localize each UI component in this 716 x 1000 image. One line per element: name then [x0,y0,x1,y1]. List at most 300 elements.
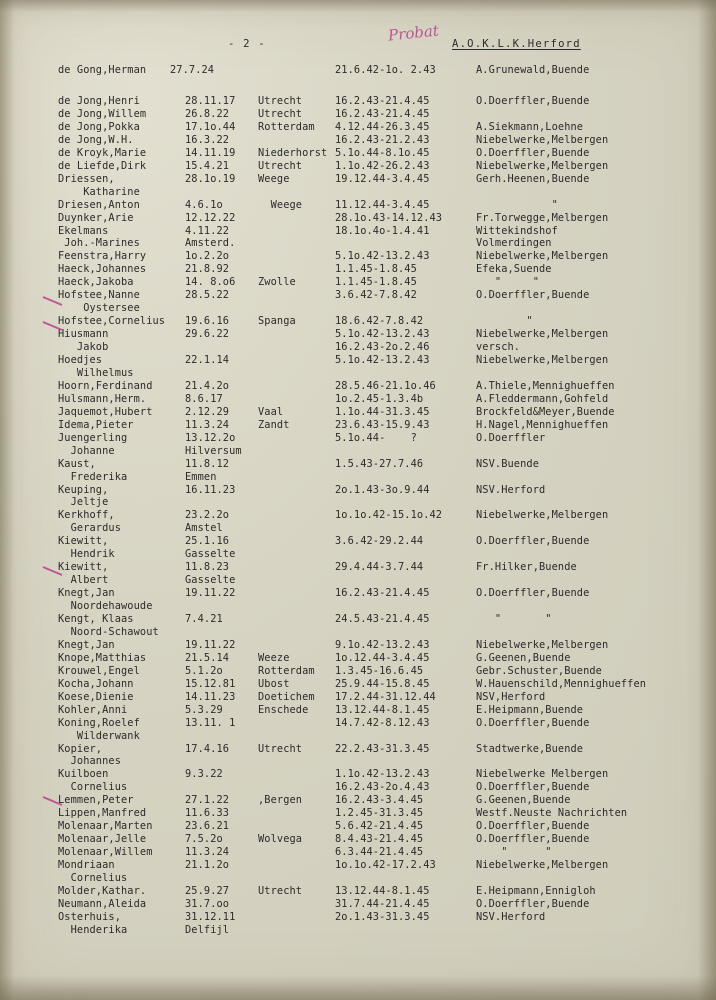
row-dates: 3.6.42-7.8.42 [335,289,417,302]
row-name: Molenaar,Jelle [58,833,147,846]
row-name: Hendrik [58,548,115,561]
row-dates: 1.2.45-31.3.45 [335,807,424,820]
row-birth: 4.6.1o [185,198,223,211]
row-dates: 1o.1o.42-17.2.43 [335,859,436,872]
row-birth: 21.8.92 [185,263,230,276]
row-name: Driessen, [58,172,115,185]
table-row [0,652,716,665]
row-dates: 16.2.43-3.4.45 [335,794,424,807]
row-name: Oystersee [58,302,140,315]
row-dates: 6.3.44-21.4.45 [335,846,424,859]
row-firm: O.Doerffler,Buende [476,289,590,302]
row-name: Frederika [58,470,128,483]
row-firm: A.Grunewald,Buende [476,64,590,76]
row-firm: H.Nagel,Mennighueffen [476,418,609,431]
row-place: Rotterdam [258,664,315,677]
table-row [0,807,716,820]
row-name: Driesen,Anton [58,198,140,211]
row-dates: 14.7.42-8.12.43 [335,716,430,729]
table-row [0,147,716,160]
row-name: Lemmen,Peter [58,794,134,807]
row-name: Jaquemot,Hubert [58,405,153,418]
row-name: Kohler,Anni [58,703,128,716]
row-name: Molder,Kathar. [58,884,147,897]
table-row [0,302,716,315]
table-row [0,755,716,768]
row-birth: 26.8.22 [185,107,230,120]
pencil-tick-icon [42,795,64,807]
table-row [0,263,716,276]
table-row [0,626,716,639]
row-name: Osterhuis, [58,910,121,923]
row-dates: 18.6.42-7.8.42 [335,315,424,328]
row-name: Katharine [58,185,140,198]
row-birth: 28.1o.19 [185,172,236,185]
row-name: de Jong,W.H. [58,133,134,146]
table-row [0,199,716,212]
row-place: ,Bergen [258,794,303,807]
row-dates: 17.2.44-31.12.44 [335,690,436,703]
row-name: Koning,Roelef [58,716,140,729]
row-birth: 16.3.22 [185,133,230,146]
row-name: Molenaar,Willem [58,846,153,859]
row-birth: 14. 8.o6 [185,276,236,289]
table-row [0,743,716,756]
row-birth: Emmen [185,470,217,483]
row-firm: A.Siekmann,Loehne [476,120,584,133]
row-firm: A.Fleddermann,Gohfeld [476,392,609,405]
row-firm: " [476,315,533,328]
row-firm: Fr.Torwegge,Melbergen [476,211,609,224]
row-firm: NSV.Herford [476,483,546,496]
row-firm: O.Doerffler,Buende [476,833,590,846]
row-dates: 1.1.45-1.8.45 [335,276,417,289]
row-place: Doetichem [258,690,315,703]
row-firm: Fr.Hilker,Buende [476,561,577,574]
row-dates: 1.1.45-1.8.45 [335,263,417,276]
row-firm: Niebelwerke Melbergen [476,768,609,781]
table-row [0,121,716,134]
row-name: Kerkhoff, [58,509,115,522]
row-dates: 1.1o.42-13.2.43 [335,768,430,781]
table-row [0,833,716,846]
table-row [0,820,716,833]
row-dates: 1.1o.44-31.3.45 [335,405,430,418]
row-firm: Gebr.Schuster,Buende [476,664,602,677]
table-row [0,289,716,302]
row-name: Johanne [58,444,115,457]
row-dates: 5.1o.42-13.2.43 [335,250,430,263]
row-name: de Kroyk,Marie [58,146,147,159]
row-firm: E.Heipmann,Buende [476,703,584,716]
row-firm: Brockfeld&Meyer,Buende [476,405,615,418]
row-firm: NSV,Herford [476,690,546,703]
row-firm: G.Geenen,Buende [476,794,571,807]
table-row [0,134,716,147]
row-name: de Jong,Henri [58,95,140,107]
row-name: Knegt,Jan [58,638,115,651]
row-firm: O.Doerffler,Buende [476,781,590,794]
row-birth: Delfijl [185,923,230,936]
row-name: Molenaar,Marten [58,820,153,833]
row-birth: 5.1.2o [185,664,223,677]
row-birth: 4.11.22 [185,224,230,237]
row-firm: Efeka,Suende [476,263,552,276]
table-row [0,160,716,173]
row-birth: Amsterd. [185,237,236,250]
table-row [0,509,716,522]
row-name: Duynker,Arie [58,211,134,224]
row-name: de Gong,Herman [58,64,147,76]
pencil-tick-icon [42,320,64,332]
pencil-tick-icon [42,565,64,577]
row-firm: Niebelwerke,Melbergen [476,859,609,872]
table-row [0,250,716,263]
table-row [0,665,716,678]
table-row [0,794,716,807]
row-firm: Niebelwerke,Melbergen [476,638,609,651]
row-place: Zandt [258,418,290,431]
row-name: de Jong,Pokka [58,120,140,133]
table-row [0,898,716,911]
row-birth: 5.3.29 [185,703,223,716]
row-name: de Liefde,Dirk [58,159,147,172]
row-name: Keuping, [58,483,109,496]
row-name: Wilhelmus [58,366,134,379]
row-firm: Niebelwerke,Melbergen [476,354,609,366]
table-row [0,186,716,199]
table-row [0,484,716,497]
row-dates: 2o.1.43-3o.9.44 [335,483,430,496]
row-birth: Gasselte [185,574,236,587]
table-row [0,704,716,717]
row-dates: 16.2.43-2o.2.46 [335,341,430,354]
row-name: Lippen,Manfred [58,807,147,820]
row-name: Hulsmann,Herm. [58,392,147,405]
row-name: Kocha,Johann [58,677,134,690]
row-firm: Niebelwerke,Melbergen [476,328,609,341]
row-birth: 14.11.23 [185,690,236,703]
row-name: Cornelius [58,781,128,794]
row-birth: 7.4.21 [185,613,223,625]
table-row [0,587,716,600]
table-row [0,471,716,484]
row-birth: 9.3.22 [185,768,223,781]
row-firm: A.Thiele,Mennighueffen [476,379,615,392]
row-name: Noord-Schawout [58,625,159,638]
row-place: Utrecht [258,159,303,172]
row-birth: 19.11.22 [185,587,236,600]
row-birth: 12.12.22 [185,211,236,224]
row-dates: 22.2.43-31.3.45 [335,742,430,755]
row-name: Krouwel,Engel [58,664,140,677]
row-name: Koese,Dienie [58,690,134,703]
row-firm: O.Doerffler [476,431,546,444]
table-row [0,315,716,328]
row-birth: 19.6.16 [185,315,230,328]
table-row [0,691,716,704]
table-row [0,445,716,458]
row-name: Kopier, [58,742,103,755]
page-number: - 2 - [228,38,266,50]
row-dates: 1.5.43-27.7.46 [335,457,424,470]
row-place: Ubost [258,677,290,690]
row-birth: 21.1.2o [185,859,230,872]
row-name: Kiewitt, [58,561,109,574]
row-name: Hoedjes [58,354,103,366]
row-birth: 29.6.22 [185,328,230,341]
table-row [0,781,716,794]
row-firm: O.Doerffler,Buende [476,716,590,729]
pencil-tick-icon [42,295,64,307]
row-birth: Gasselte [185,548,236,561]
row-firm: NSV.Buende [476,457,539,470]
row-name: Noordehawoude [58,600,153,613]
row-firm: " " [476,276,539,289]
row-birth: 17.1o.44 [185,120,236,133]
row-birth: 11.8.12 [185,457,230,470]
table-row [0,872,716,885]
row-firm: " " [476,846,552,859]
row-firm: E.Heipmann,Ennigloh [476,884,596,897]
row-birth: 11.6.33 [185,807,230,820]
row-name: Kengt, Klaas [58,613,134,625]
table-row [0,911,716,924]
row-place: Spanga [258,315,296,328]
row-birth: 13.11. 1 [185,716,236,729]
row-birth: 14.11.19 [185,146,236,159]
table-row [0,419,716,432]
row-firm: G.Geenen,Buende [476,651,571,664]
table-row [0,432,716,445]
row-birth: 11.3.24 [185,418,230,431]
row-name: Jakob [58,341,109,354]
table-row [0,639,716,652]
row-name: Kuilboen [58,768,109,781]
table-row [0,393,716,406]
table-row [0,367,716,380]
row-birth: 15.12.81 [185,677,236,690]
row-birth: 27.7.24 [170,64,215,76]
row-name: Johannes [58,755,121,768]
row-birth: 19.11.22 [185,638,236,651]
row-birth: 8.6.17 [185,392,223,405]
row-birth: 25.1.16 [185,535,230,548]
row-firm: Niebelwerke,Melbergen [476,509,609,522]
row-name: Ekelmans [58,224,109,237]
table-row [0,574,716,587]
row-dates: 23.6.43-15.9.43 [335,418,430,431]
table-row [0,237,716,250]
table-row [0,212,716,225]
row-birth: 1o.2.2o [185,250,230,263]
row-dates: 28.1o.43-14.12.43 [335,211,443,224]
row-birth: Hilversum [185,444,242,457]
table-row [0,64,716,77]
row-name: Neumann,Aleida [58,897,147,910]
table-row [0,496,716,509]
row-dates: 1.1o.42-26.2.43 [335,159,430,172]
row-birth: 7.5.2o [185,833,223,846]
table-row [0,600,716,613]
row-dates: 13.12.44-8.1.45 [335,884,430,897]
row-place: Wolvega [258,833,303,846]
table-row [0,561,716,574]
row-dates: 1.3.45-16.6.45 [335,664,424,677]
row-dates: 13.12.44-8.1.45 [335,703,430,716]
row-place: Utrecht [258,107,303,120]
row-dates: 3.6.42-29.2.44 [335,535,424,548]
row-place: Zwolle [258,276,296,289]
row-birth: 15.4.21 [185,159,230,172]
row-birth: 25.9.27 [185,884,230,897]
row-firm: " " [476,613,552,625]
table-row [0,354,716,367]
table-row [0,768,716,781]
row-birth: Amstel [185,522,223,535]
row-name: Hiusmann [58,328,109,341]
row-place: Weege [258,198,303,211]
row-place: Utrecht [258,95,303,107]
row-birth: 31.7.oo [185,897,230,910]
row-name: Henderika [58,923,128,936]
row-birth: 11.3.24 [185,846,230,859]
row-firm: O.Doerffler,Buende [476,820,590,833]
table-row [0,328,716,341]
row-firm: NSV.Herford [476,910,546,923]
row-place: Niederhorst [258,146,328,159]
row-birth: 28.5.22 [185,289,230,302]
row-birth: 22.1.14 [185,354,230,366]
row-dates: 9.1o.42-13.2.43 [335,638,430,651]
row-firm: Niebelwerke,Melbergen [476,250,609,263]
row-place: Utrecht [258,884,303,897]
row-firm: Westf.Neuste Nachrichten [476,807,628,820]
row-dates: 16.2.43-21.4.45 [335,95,430,107]
row-firm: O.Doerffler,Buende [476,535,590,548]
row-dates: 8.4.43-21.4.45 [335,833,424,846]
row-name: Mondriaan [58,859,115,872]
row-name: Hofstee,Nanne [58,289,140,302]
row-firm: Volmerdingen [476,237,552,250]
row-dates: 21.6.42-1o. 2.43 [335,64,436,76]
row-name: Feenstra,Harry [58,250,147,263]
row-place: Rotterdam [258,120,315,133]
table-row [0,678,716,691]
row-place: Weege [258,172,290,185]
row-birth: 16.11.23 [185,483,236,496]
table-row [0,522,716,535]
paper-edge-top [0,0,716,12]
row-dates: 16.2.43-21.2.43 [335,133,430,146]
table-row [0,380,716,393]
table-row [0,535,716,548]
table-row [0,406,716,419]
table-row [0,458,716,471]
row-name: Haeck,Jakoba [58,276,134,289]
row-dates: 1o.2.45-1.3.4b [335,392,424,405]
pencil-annotation: Probat [387,21,440,45]
row-name: Juengerling [58,431,128,444]
row-name: Wilderwank [58,729,140,742]
row-name: Kiewitt, [58,535,109,548]
table-row [0,341,716,354]
row-birth: 17.4.16 [185,742,230,755]
row-name: Joh.-Marines [58,237,140,250]
header-archive-code: A.O.K.L.K.Herford [452,38,581,50]
row-name: Hofstee,Cornelius [58,315,166,328]
table-row [0,276,716,289]
row-birth: 31.12.11 [185,910,236,923]
row-firm: Gerh.Heenen,Buende [476,172,590,185]
row-firm: " [476,198,558,211]
row-dates: 19.12.44-3.4.45 [335,172,430,185]
row-place: Vaal [258,405,284,418]
row-firm: Wittekindshof [476,224,558,237]
row-birth: 23.6.21 [185,820,230,833]
row-firm: Niebelwerke,Melbergen [476,159,609,172]
row-birth: 27.1.22 [185,794,230,807]
row-dates: 24.5.43-21.4.45 [335,613,430,625]
row-dates: 1o.12.44-3.4.45 [335,651,430,664]
row-birth: 21.4.2o [185,379,230,392]
row-birth: 28.11.17 [185,95,236,107]
row-dates: 5.6.42-21.4.45 [335,820,424,833]
row-dates: 2o.1.43-31.3.45 [335,910,430,923]
row-name: Kaust, [58,457,96,470]
row-dates: 5.1o.44-8.1o.45 [335,146,430,159]
row-dates: 11.12.44-3.4.45 [335,198,430,211]
table-row [0,548,716,561]
row-name: Hoorn,Ferdinand [58,379,153,392]
row-dates: 5.1o.44- ? [335,431,417,444]
row-dates: 16.2.43-21.4.45 [335,107,430,120]
row-name: Haeck,Johannes [58,263,147,276]
row-firm: O.Doerffler,Buende [476,146,590,159]
paper-edge-bottom [0,976,716,1000]
row-dates: 25.9.44-15.8.45 [335,677,430,690]
row-firm: Stadtwerke,Buende [476,742,584,755]
row-dates: 18.1o.4o-1.4.41 [335,224,430,237]
row-name: Knope,Matthias [58,651,147,664]
row-firm: versch. [476,341,521,354]
row-name: de Jong,Willem [58,107,147,120]
row-name: Gerardus [58,522,121,535]
table-row [0,846,716,859]
row-dates: 29.4.44-3.7.44 [335,561,424,574]
row-dates: 5.1o.42-13.2.43 [335,354,430,366]
table-row [0,885,716,898]
row-birth: 23.2.2o [185,509,230,522]
row-dates: 4.12.44-26.3.45 [335,120,430,133]
row-birth: 11.8.23 [185,561,230,574]
row-place: Weeze [258,651,290,664]
table-row [0,717,716,730]
table-row [0,924,716,937]
row-dates: 1o.1o.42-15.1o.42 [335,509,443,522]
table-row [0,95,716,108]
table-row [0,108,716,121]
row-firm: O.Doerffler,Buende [476,587,590,600]
table-row [0,859,716,872]
row-dates: 28.5.46-21.1o.46 [335,379,436,392]
row-firm: O.Doerffler,Buende [476,95,590,107]
table-row [0,225,716,238]
row-name: Cornelius [58,872,128,884]
row-dates: 5.1o.42-13.2.43 [335,328,430,341]
row-firm: O.Doerffler,Buende [476,897,590,910]
row-name: Albert [58,574,109,587]
